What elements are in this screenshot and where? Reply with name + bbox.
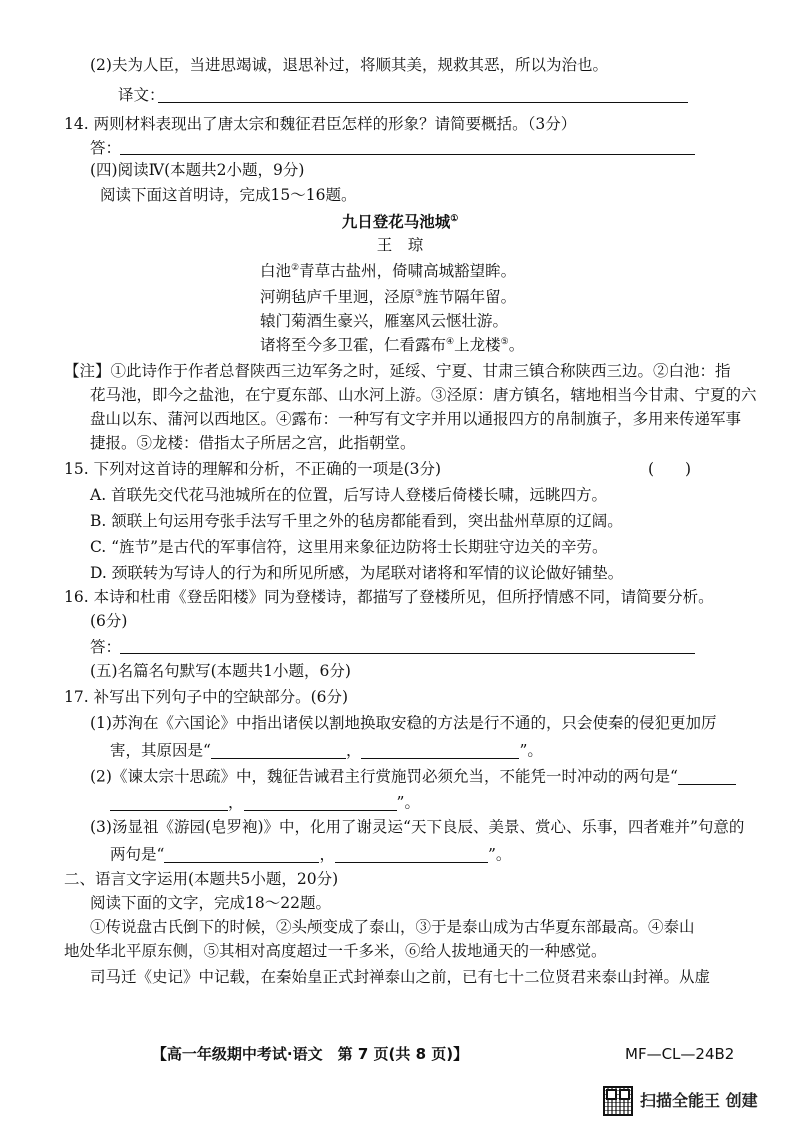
q13-translation-label: 译文： <box>118 86 165 104</box>
q17-3-blank-2[interactable] <box>335 846 488 863</box>
qr-code-icon <box>603 1086 633 1116</box>
note-line-1: 【注】①此诗作于作者总督陕西三边军务之时，延绥、宁夏、甘肃三镇合称陕西三边。②白池：指 <box>64 362 731 380</box>
exam-code: MF—CL—24B2 <box>625 1045 735 1063</box>
q15-option-b: B. 颔联上句运用夸张手法写千里之外的毡房都能看到，突出盐州草原的辽阔。 <box>90 512 623 530</box>
q17-3-blank-1[interactable] <box>164 846 319 863</box>
section5-title: (五)名篇名句默写(本题共1小题，6分) <box>90 662 351 680</box>
q15-text: 15. 下列对这首诗的理解和分析，不正确的一项是(3分) <box>64 460 442 478</box>
q17-text: 17. 补写出下列句子中的空缺部分。(6分) <box>64 688 349 706</box>
q17-3-text: (3)汤显祖《游园(皂罗袍)》中，化用了谢灵运“天下良辰、美景、赏心、乐事，四者难并”句意的 <box>90 818 745 836</box>
q16-text: 16. 本诗和杜甫《登岳阳楼》同为登楼诗，都描写了登楼所见，但所抒情感不同，请简要分析。 <box>64 588 714 606</box>
section4-instruction: 阅读下面这首明诗，完成15～16题。 <box>100 186 357 204</box>
q17-2-answer-row: ， ”。 <box>110 794 420 811</box>
part2-para1-line1: ①传说盘古氏倒下的时候，②头颅变成了泰山，③于是泰山成为古华夏东部最高。④泰山 <box>90 918 695 936</box>
poem-line-3: 辕门菊酒生豪兴，雁塞风云惬壮游。 <box>260 312 509 330</box>
q14-text: 14. 两则材料表现出了唐太宗和魏征君臣怎样的形象？请简要概括。（3分） <box>64 115 577 133</box>
q15-answer-bracket[interactable]: ( ) <box>648 460 692 478</box>
q16-answer-label: 答： <box>90 638 122 656</box>
q14-answer-label: 答： <box>90 139 122 157</box>
note-line-2: 花马池，即今之盐池，在宁夏东部、山水河上游。③泾原：唐方镇名，辖地相当今甘肃、宁夏的六 <box>90 386 757 404</box>
q17-3-answer-row: 两句是“ ， ”。 <box>110 845 512 864</box>
q17-2-blank-1b[interactable] <box>110 794 228 811</box>
q17-2-text: (2)《谏太宗十思疏》中，魏征告诫君主行赏施罚必须允当，不能凭一时冲动的两句是“ <box>90 768 736 785</box>
q17-1-text: (1)苏洵在《六国论》中指出诸侯以割地换取安稳的方法是行不通的，只会使秦的侵犯更加厉 <box>90 714 717 732</box>
q17-2-blank-2[interactable] <box>244 794 397 811</box>
poem-author: 王 琼 <box>376 236 424 254</box>
note-line-4: 捷报。⑤龙楼：借指太子所居之宫，此指朝堂。 <box>90 434 416 452</box>
poem-line-1: 白池②青草古盐州，倚啸高城豁望眸。 <box>260 262 517 280</box>
q17-1-blank-1[interactable] <box>211 742 346 759</box>
q15-option-c: C. “旌节”是古代的军事信符，这里用来象征边防将士长期驻守边关的辛劳。 <box>90 538 608 556</box>
q13-2-text: (2)夫为人臣，当进思竭诚，退思补过，将顺其美，规救其恶，所以为治也。 <box>90 56 608 74</box>
q17-1-answer-row: 害，其原因是“ ， ”。 <box>110 741 543 760</box>
part2-para1-line2: 地处华北平原东侧，⑤其相对高度超过一千多米，⑥给人拔地通天的一种感觉。 <box>64 942 607 960</box>
page-footer: 【高一年级期中考试·语文 第 7 页(共 8 页)】 <box>151 1045 469 1063</box>
note-line-3: 盘山以东、蒲河以西地区。④露布：一种写有文字并用以通报四方的帛制旗子，多用来传递军事 <box>90 410 742 428</box>
q17-2-blank-1a[interactable] <box>678 768 736 785</box>
poem-title: 九日登花马池城① <box>341 212 459 231</box>
q17-1-blank-2[interactable] <box>361 742 519 759</box>
q16-points: (6分) <box>90 612 128 630</box>
q15-option-a: A. 首联先交代花马池城所在的位置，后写诗人登楼后倚楼长啸，远眺四方。 <box>90 486 608 504</box>
part2-title: 二、语言文字运用(本题共5小题，20分) <box>64 870 339 888</box>
q16-answer-line <box>120 653 695 654</box>
section4-title: (四)阅读Ⅳ(本题共2小题，9分) <box>90 161 305 179</box>
q14-answer-line <box>120 154 695 155</box>
part2-para2-line1: 司马迁《史记》中记载，在秦始皇正式封禅泰山之前，已有七十二位贤君来泰山封禅。从虚 <box>90 968 711 986</box>
poem-line-4: 诸将至今多卫霍，仁看露布④上龙楼⑤。 <box>260 336 525 354</box>
scanner-watermark: 扫描全能王 创建 <box>640 1091 758 1110</box>
q15-option-d: D. 颈联转为写诗人的行为和所见所感，为尾联对诸将和军情的议论做好铺垫。 <box>90 564 624 582</box>
poem-line-2: 河朔毡庐千里迥，泾原③旌节隔年留。 <box>260 288 517 306</box>
part2-instruction: 阅读下面的文字，完成18～22题。 <box>90 894 331 912</box>
q13-translation-line <box>158 102 688 103</box>
